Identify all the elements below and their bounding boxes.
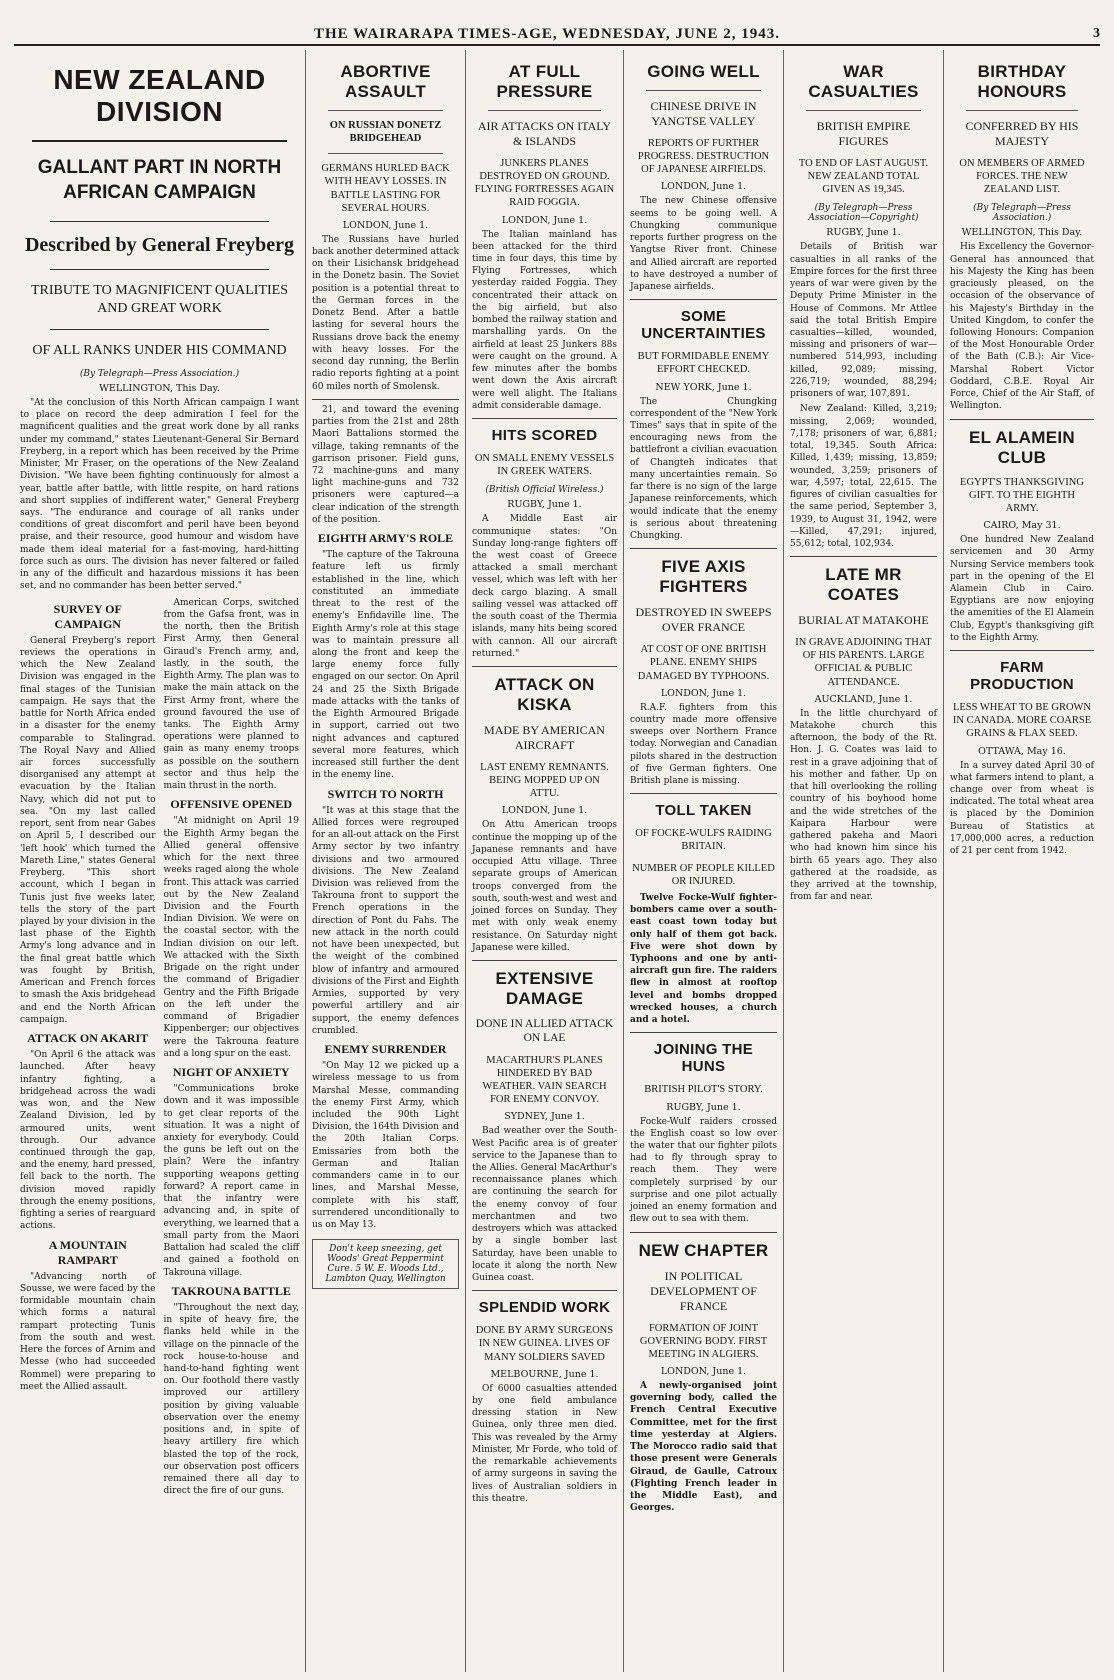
chapter-text: A newly-organised joint governing body, called the French Central Executive Committee, met for the first time yesterday at Algiers. The Morocco radio said that those present were Generals Giraud, de Gaulle, Catroux (Fighting French leader in the Middle East), and Georges. — [630, 1381, 777, 1514]
col4-headline: GOING WELL — [647, 62, 760, 81]
woods-advertisement: Don't keep sneezing, get Woods' Great Peppermint Cure. 5 W. E. Woods Ltd., Lambton Quay, Wellington — [312, 1239, 459, 1289]
damage-dateline: SYDNEY, June 1. — [504, 1111, 585, 1123]
uncert-text: The Chungking correspondent of the "New York Times" says that in spite of the encouraging news from the battlefront a civilian evacuation of Changteh indicates that many uncertainties remain. So far there is no sign of the large Japanese reinforcements, which would indicate that the enemy is serious about threatening Chungking. — [630, 396, 777, 542]
rule — [328, 153, 443, 154]
hits-deck: ON SMALL ENEMY VESSELS IN GREEK WATERS. — [474, 453, 615, 478]
surrender-heading: ENEMY SURRENDER — [324, 1042, 447, 1057]
chapter-heading: NEW CHAPTER — [638, 1240, 769, 1260]
chapter-deck: IN POLITICAL DEVELOPMENT OF FRANCE — [650, 1268, 757, 1313]
splendid-heading: SPLENDID WORK — [478, 1299, 611, 1317]
coates-deck-2: IN GRAVE ADJOINING THAT OF HIS PARENTS. LARGE OFFICIAL & PUBLIC ATTENDANCE. — [795, 637, 932, 688]
five-deck-2: AT COST OF ONE BRITISH PLANE. ENEMY SHIPS DAMAGED BY TYPHOONS. — [637, 644, 770, 682]
lead-body-columns — [20, 597, 299, 1498]
col2-headline: ABORTIVE ASSAULT — [340, 62, 431, 101]
takrouna-text: "Throughout the next day, in spite of heavy fire, the flanks held while in the village on the pinnacle of the rock house-to-house and hand-to-hand fighting went on. Our foothold there vastly improved our artillery position by giving valuable observation over the enemy positions and, in spite of heavy artillery fire which blasted the top of the rock, our observation post officers remained there all day to direct the fire of our guns. — [163, 1302, 299, 1497]
survey-text: General Freyberg's report reviews the operations in which the New Zealand Division was engaged in the final stages of the Tunisian campaign. He says that the battle for North Africa ended in a disaster for the enemy comparable to Stalingrad. The Royal Navy and Allied air forces successfully disorganised any attempt at evacuation by the Italian Navy, which did not put to sea. "On my last called report, sent from near Gabes on April 5, I described our 'left hook' which turned the Mareth Line," states General Freyberg. "This short account, which I began in Tunis just five weeks later, tells the story of the part played by your division in the last phase of the Eighth Army's long advance and in the final great battle which was fought by British, American and French forces to smash the Axis bridgehead and end the North African campaign. — [20, 635, 156, 1025]
col5-deck-2: TO END OF LAST AUGUST. NEW ZEALAND TOTAL GIVEN AS 19,345. — [798, 158, 929, 196]
col5-credit: (By Telegraph—Press Association—Copyright) — [808, 203, 919, 224]
kiska-dateline: LONDON, June 1. — [501, 805, 588, 817]
coates-text: In the little churchyard of Matakohe church this afternoon, the body of the Rt. Hon. J. G. Coates was laid to rest in a grave adjoining that of his mother and father. Up on that hill overlooking the rolling country of his boyhood home and the wide stretches of the Kaipara Harbour were gathered pakeha and Maori who had known him since his birth 65 years ago. They also gathered at the roadside, as they arrived at the township, from far and near. — [790, 708, 937, 903]
lead-deck: TRIBUTE TO MAGNIFICENT QUALITIES AND GREAT WORK — [30, 283, 289, 316]
damage-text: Bad weather over the South-West Pacific area is of greater service to the Japanese than to the Allies. General MacArthur's reconnaissance planes which are continuing the search for the enemy convoy of four merchantmen and two destroyers which was attacked by a single bomber last Saturday, have been unable to locate it along the north New Guinea coast. — [472, 1126, 617, 1284]
rule — [50, 269, 269, 270]
toll-heading: TOLL TAKEN — [655, 802, 752, 820]
offensive-text: "At midnight on April 19 the Eighth Army began the Allied general offensive which for the next three weeks raged along the whole front. This attack was carried out by the New Zealand Division and the Fourth Indian Division. We were on the coastal sector, with the Indian division on our left. We attacked with the Sixth Brigade on the right under the command of Brigadier Gentry and the Fifth Brigade on the left under the command of Brigadier Kippenberger; our objectives were the Takrouna feature and a long spur on the east. — [163, 816, 299, 1059]
lead-credit: (By Telegraph—Press Association.) — [79, 368, 240, 379]
col2-deck: ON RUSSIAN DONETZ BRIDGEHEAD — [329, 120, 442, 145]
rule — [646, 90, 761, 91]
huns-deck: BRITISH PILOT'S STORY. — [644, 1084, 763, 1096]
splendid-dateline: MELBOURNE, June 1. — [490, 1368, 599, 1380]
col6-text: His Excellency the Governor-General has announced that his Majesty the King has been graciously pleased, on the occasion of the observance of his Majesty's Birthday in the United Kingdom, to confer the following Honours: Companion of the Most Honourable Order of the Bath (C.B.): Air Vice-Marshal Robert Victor Goddard, C.B.E. Royal Air Force, Chief of the Air Staff, of Wellington. — [950, 242, 1094, 412]
col3-deck-2: JUNKERS PLANES DESTROYED ON GROUND. FLYING FORTRESSES AGAIN RAID FOGGIA. — [474, 158, 615, 209]
huns-heading: JOINING THE HUNS — [653, 1041, 754, 1076]
coates-deck: BURIAL AT MATAKOHE — [798, 613, 929, 628]
column-3 — [466, 50, 624, 1672]
akarit-heading: ATTACK ON AKARIT — [27, 1031, 149, 1046]
col4-text: The new Chinese offensive seems to be going well. A Chungking communique reports further progress on the Yangtse River front. Chinese and Allied aircraft are reported to have destroyed a number of Japanese airfields. — [630, 196, 777, 293]
night-heading: NIGHT OF ANXIETY — [172, 1065, 290, 1080]
club-text: One hundred New Zealand servicemen and 30 Army Nursing Service members took part in the opening of the El Alamein Club in Cairo. Egyptians are now enjoying the amenities of the El Alamein Club, Egypt's thanksgiving gift to the Eighth Army. — [950, 535, 1094, 643]
col5-deck: BRITISH EMPIRE FIGURES — [816, 119, 911, 148]
lead-story-column — [14, 50, 306, 1672]
club-heading: EL ALAMEIN CLUB — [969, 427, 1075, 467]
switch-heading: SWITCH TO NORTH — [327, 786, 444, 801]
col6-dateline: WELLINGTON, This Day. — [961, 227, 1083, 239]
toll-text: Twelve Focke-Wulf fighter-bombers came over a south-east coast town today but only half of them got back. Five were shot down by Typhoons and one by anti-aircraft gun fire. The raiders flew in almost at rooftop level and bombs dropped wrecked houses, a church and a hotel. — [630, 892, 777, 1026]
column-4 — [624, 50, 784, 1672]
masthead-title: THE WAIRARAPA TIMES-AGE, WEDNESDAY, JUNE 2, 1943. — [314, 25, 781, 42]
rule — [328, 110, 443, 111]
night-text: "Communications broke down and it was impossible to get clear reports of the situation. It was a night of anxiety for everybody. Could the guns be left out on the plain? Were the infantry supporting weapons getting forward? A report came in that the infantry were advancing and, in spite of everything, we learned that a small party from the Maori Battalion had scaled the cliff and gained a foothold on Takrouna village. — [163, 1084, 299, 1278]
kiska-deck-2: LAST ENEMY REMNANTS. BEING MOPPED UP ON ATTU. — [480, 762, 609, 800]
chapter-deck-2: FORMATION OF JOINT GOVERNING BODY. FIRST MEETING IN ALGIERS. — [639, 1322, 768, 1360]
col6-deck-2: ON MEMBERS OF ARMED FORCES. THE NEW ZEALAND LIST. — [959, 158, 1085, 196]
kiska-deck: MADE BY AMERICAN AIRCRAFT — [484, 723, 605, 753]
column-2 — [306, 50, 466, 1672]
damage-deck: DONE IN ALLIED ATTACK ON LAE — [475, 1018, 614, 1045]
col3-deck: AIR ATTACKS ON ITALY & ISLANDS — [477, 119, 612, 148]
five-heading: FIVE AXIS FIGHTERS — [659, 557, 748, 597]
col2-deck-2: GERMANS HURLED BACK WITH HEAVY LOSSES. IN BATTLE LASTING FOR SEVERAL HOURS. — [321, 163, 450, 214]
column-5 — [784, 50, 944, 1672]
col4-deck: CHINESE DRIVE IN YANGTSE VALLEY — [650, 99, 757, 128]
splendid-deck: DONE BY ARMY SURGEONS IN NEW GUINEA. LIVES OF MANY SOLDIERS SAVED — [475, 1325, 614, 1363]
huns-dateline: RUGBY, June 1. — [666, 1101, 741, 1113]
lead-byline: Described by General Freyberg — [24, 234, 294, 257]
kiska-heading: ATTACK ON KISKA — [494, 675, 595, 715]
col5-text: Details of British war casualties in all ranks of the Empire forces for the first three years of war were given by the Deputy Prime Minister in the House of Commons. Mr Attlee said the total British Empire casualties—killed, wounded, missing and prisoners of war—numbered 514,993, including killed, 92,089; missing, 226,719; wounded, 88,294; prisoners of war, 107,891. — [790, 242, 937, 400]
club-dateline: CAIRO, May 31. — [983, 520, 1061, 532]
col5-text-2: New Zealand: Killed, 3,219; missing, 2,069; wounded, 7,178; prisoners of war, 6,881; total, 19,345. South Africa: Killed, 1,439; missing, 13,859; wounded, 3,259; prisoners of war, 4,597; total, 22,615. The figures of civilian casualties for the same period, September 3, 1939, to August 31, 1942, were—Killed, 47,291; injured, 55,612; total, 102,934. — [790, 404, 937, 549]
col4-deck-2: REPORTS OF FURTHER PROGRESS. DESTRUCTION OF JAPANESE AIRFIELDS. — [637, 138, 770, 176]
akarit-text: "On April 6 the attack was launched. After heavy infantry fighting, a bridgehead across the wadi was won, and the New Zealand Division, led by armoured units, went through. Our advance continued through the gap, and the enemy, hard pressed, fell back to the north. The division moved rapidly through the enemy positions, fighting a series of rearguard actions. — [20, 1050, 156, 1232]
eighth-text: "The capture of the Takrouna feature left us firmly established in the line, which constituted an immediate threat to the rest of the enemy's Enfidaville line. The Eighth Army's role at this stage was to maintain pressure all along the front and keep the large enemy force fully engaged on our sector. On April 24 and 25 the Sixth Brigade made attacks with the tanks of the Eighth Armoured Brigade in support, carried out two night advances and captured several more features, which increased still further the dent in the enemy line. — [312, 550, 459, 781]
col3-text: The Italian mainland has been attacked for the third time in four days, this time by Flying Fortresses, which yesterday raided Foggia. They concentrated their attack on the big airfield, but also bombed the railway station and marshalling yards. On the airfield at least 25 Junkers 88s were caught on the ground. A few minutes after the bombs went down the Axis aircraft were well alight. The Italians admit considerable damage. — [472, 229, 617, 411]
rule — [488, 110, 601, 111]
damage-heading: EXTENSIVE DAMAGE — [495, 969, 594, 1009]
lead-headline: NEW ZEALAND DIVISION — [53, 64, 266, 127]
club-deck: EGYPT'S THANKSGIVING GIFT. TO THE EIGHTH ARMY. — [960, 476, 1084, 514]
rampart-text: "Advancing north of Sousse, we were faced by the formidable mountain chain which forms a natural rampart protecting Tunis from the south and west. Here the forces of Arnim and Messe (who had succeeded Rommel) were preparing to meet the Allied assault. — [20, 1271, 156, 1392]
damage-deck-2: MACARTHUR'S PLANES HINDERED BY BAD WEATHER. VAIN SEARCH FOR ENEMY CONVOY. — [482, 1054, 607, 1106]
huns-text: Focke-Wulf raiders crossed the English coast so low over the water that our fighter pilots had to fly through spray to reach them. They were completely surprised by our surprise and one pilot actually joined an enemy formation and flew out to sea with them. — [630, 1116, 777, 1225]
rule — [32, 140, 287, 142]
uncert-heading: SOME UNCERTAINTIES — [641, 308, 766, 343]
farm-heading: FARM PRODUCTION — [970, 659, 1074, 694]
col6-credit: (By Telegraph—Press Association.) — [973, 203, 1071, 224]
farm-deck: LESS WHEAT TO BE GROWN IN CANADA. MORE COARSE GRAINS & FLAX SEED. — [952, 702, 1092, 740]
col5-dateline: RUGBY, June 1. — [826, 227, 901, 239]
lead-intro: "At the conclusion of this North African campaign I want to place on record the deep admiration I feel for the magnificent qualities and the great work done by all ranks under my command," states Lieutenant-General Sir Bernard Freyberg, in a report which has been received by the Prime Minister, Mr Fraser, on the operations of the New Zealand Division. "We have been fighting continuously for almost a year, battle after battle, with little respite, on hard rations and short supplies of indifferent water," General Freyberg says. "The endurance and courage of all ranks under conditions of great discomfort and peril have been beyond praise, and their resource, good humour and wisdom have made them ideal material for a fast-moving, hard-hitting force such as ours. The division has never faltered or failed in any of the difficult and hazardous missions it has been set, and no commander has been better served." — [20, 397, 299, 592]
rule — [50, 329, 269, 330]
hits-text: A Middle East air communique states: "On Sunday long-range fighters off the west coast of Greece attacked a small merchant vessel, which was left with her deck cargo blazing. A small sailing vessel was attacked off the south coast of the Thermia islands, many hits being scored with cannon. All our aircraft returned." — [472, 514, 617, 659]
lead-subhead: GALLANT PART IN NORTH AFRICAN CAMPAIGN — [37, 157, 282, 203]
col5-headline: WAR CASUALTIES — [808, 62, 919, 101]
uncert-dateline: NEW YORK, June 1. — [655, 381, 752, 393]
farm-text: In a survey dated April 30 of what farmers intend to plant, a change over from wheat is indicated. The total wheat area is placed by the Dominion Bureau of Statistics at 17,000,000 acres, a reduction of 21 per cent from 1942. — [950, 760, 1094, 857]
col6-deck: CONFERRED BY HIS MAJESTY — [965, 119, 1079, 148]
eighth-heading: EIGHTH ARMY'S ROLE — [317, 531, 454, 546]
coates-dateline: AUCKLAND, June 1. — [814, 693, 913, 705]
five-deck: DESTROYED IN SWEEPS OVER FRANCE — [635, 605, 772, 635]
toll-deck-2: NUMBER OF PEOPLE KILLED OR INJURED. — [632, 862, 775, 887]
hits-credit: (British Official Wireless.) — [485, 485, 604, 496]
switch-text: "It was at this stage that the Allied forces were regrouped for an all-out attack on the First Army sector by two infantry divisions and two armoured divisions. The New Zealand Division was relieved from the Takrouna front to support the French operations in the direction of Pont du Fahs. The new attack in the north could not have been unexpected, but the weight of the combined blow of infantry and armoured divisions of the First and Eighth Armies, supported by very powerful artillery and air support, the enemy defences crumbled. — [312, 805, 459, 1036]
surrender-text: "On May 12 we picked up a wireless message to us from Marshal Messe, commanding the enemy First Army, which included the 90th Light Division, the 164th Division and the 20th Italian Corps. Emissaries from both the German and Italian commanders came in to our lines, and Marshal Messe, complete with his staff, surrendered unconditionally to us on May 13. — [312, 1061, 459, 1231]
splendid-text: Of 6000 casualties attended by one field ambulance dressing station in New Guinea, only three men died. This was revealed by the Army Minister, Mr Forde, who told of the remarkable achievements of army surgeons in saving the lives of Australian soldiers in this theatre. — [472, 1383, 617, 1504]
lead-deck-2: OF ALL RANKS UNDER HIS COMMAND — [32, 343, 287, 359]
col3-dateline: LONDON, June 1. — [501, 214, 588, 226]
rule — [806, 110, 921, 111]
col3-headline: AT FULL PRESSURE — [496, 62, 593, 101]
col4-dateline: LONDON, June 1. — [660, 181, 747, 193]
lead-right-text: American Corps, switched from the Gafsa front, was in the north, then the British First Army, then General Giraud's French army, and, lastly, in the south, the Eighth Army. The plan was to make the main attack on the First Army front, where the ground favoured the use of tanks. The Eighth Army operations were planned to gain as many enemy troops as possible on the southern sector and thus help the main thrust in the north. — [163, 597, 299, 792]
col2-continued-text: 21, and toward the evening parties from the 21st and 28th Maori Battalions stormed the village, taking remnants of the garrison prisoner. Field guns, 72 machine-guns and many light machine-guns and 732 prisoners were captured—a clear indication of the strength of the position. — [312, 404, 459, 525]
uncert-deck: BUT FORMIDABLE ENEMY EFFORT CHECKED. — [637, 351, 770, 376]
five-dateline: LONDON, June 1. — [660, 687, 747, 699]
coates-heading: LATE MR COATES — [825, 565, 902, 605]
masthead — [14, 24, 1100, 46]
survey-heading: SURVEY OF CAMPAIGN — [53, 601, 122, 631]
hits-dateline: RUGBY, June 1. — [507, 499, 582, 511]
rule — [50, 221, 269, 222]
lead-dateline: WELLINGTON, This Day. — [99, 382, 220, 394]
farm-dateline: OTTAWA, May 16. — [978, 745, 1066, 757]
page-number: 3 — [1093, 26, 1100, 41]
col2-text: The Russians have hurled back another determined attack on their Lisichansk bridgehead in the Donetz basin. The Soviet position is a potential threat to the German forces in the Donetz Bend. After a battle lasting for several hours the Russians drove back the enemy with heavy losses. For the second day running, the Berlin radio reports fighting at a point 60 miles north of Smolensk. — [312, 234, 459, 392]
column-6 — [944, 50, 1100, 1672]
col6-headline: BIRTHDAY HONOURS — [977, 62, 1067, 101]
offensive-heading: OFFENSIVE OPENED — [170, 797, 293, 812]
kiska-text: On Attu American troops continue the mopping up of the Japanese remnants and have occupied Attu village. Three separate groups of American troops converged from the south, south-west and west and joined forces on Sunday. They met with only weak enemy resistance. On Saturday night Japanese were killed. — [472, 820, 617, 953]
rule — [966, 110, 1078, 111]
takrouna-heading: TAKROUNA BATTLE — [171, 1283, 291, 1298]
newspaper-page — [14, 50, 1100, 1672]
toll-deck: OF FOCKE-WULFS RAIDING BRITAIN. — [635, 828, 772, 853]
hits-heading: HITS SCORED — [491, 427, 598, 445]
chapter-dateline: LONDON, June 1. — [660, 1366, 747, 1378]
five-text: R.A.F. fighters from this country made more offensive sweeps over Northern France today. Norwegian and Canadian pilots shared in the destruction of five German fighters. One British plane is missing. — [630, 702, 777, 787]
rampart-heading: A MOUNTAIN RAMPART — [48, 1237, 127, 1267]
col2-dateline: LONDON, June 1. — [342, 219, 429, 231]
